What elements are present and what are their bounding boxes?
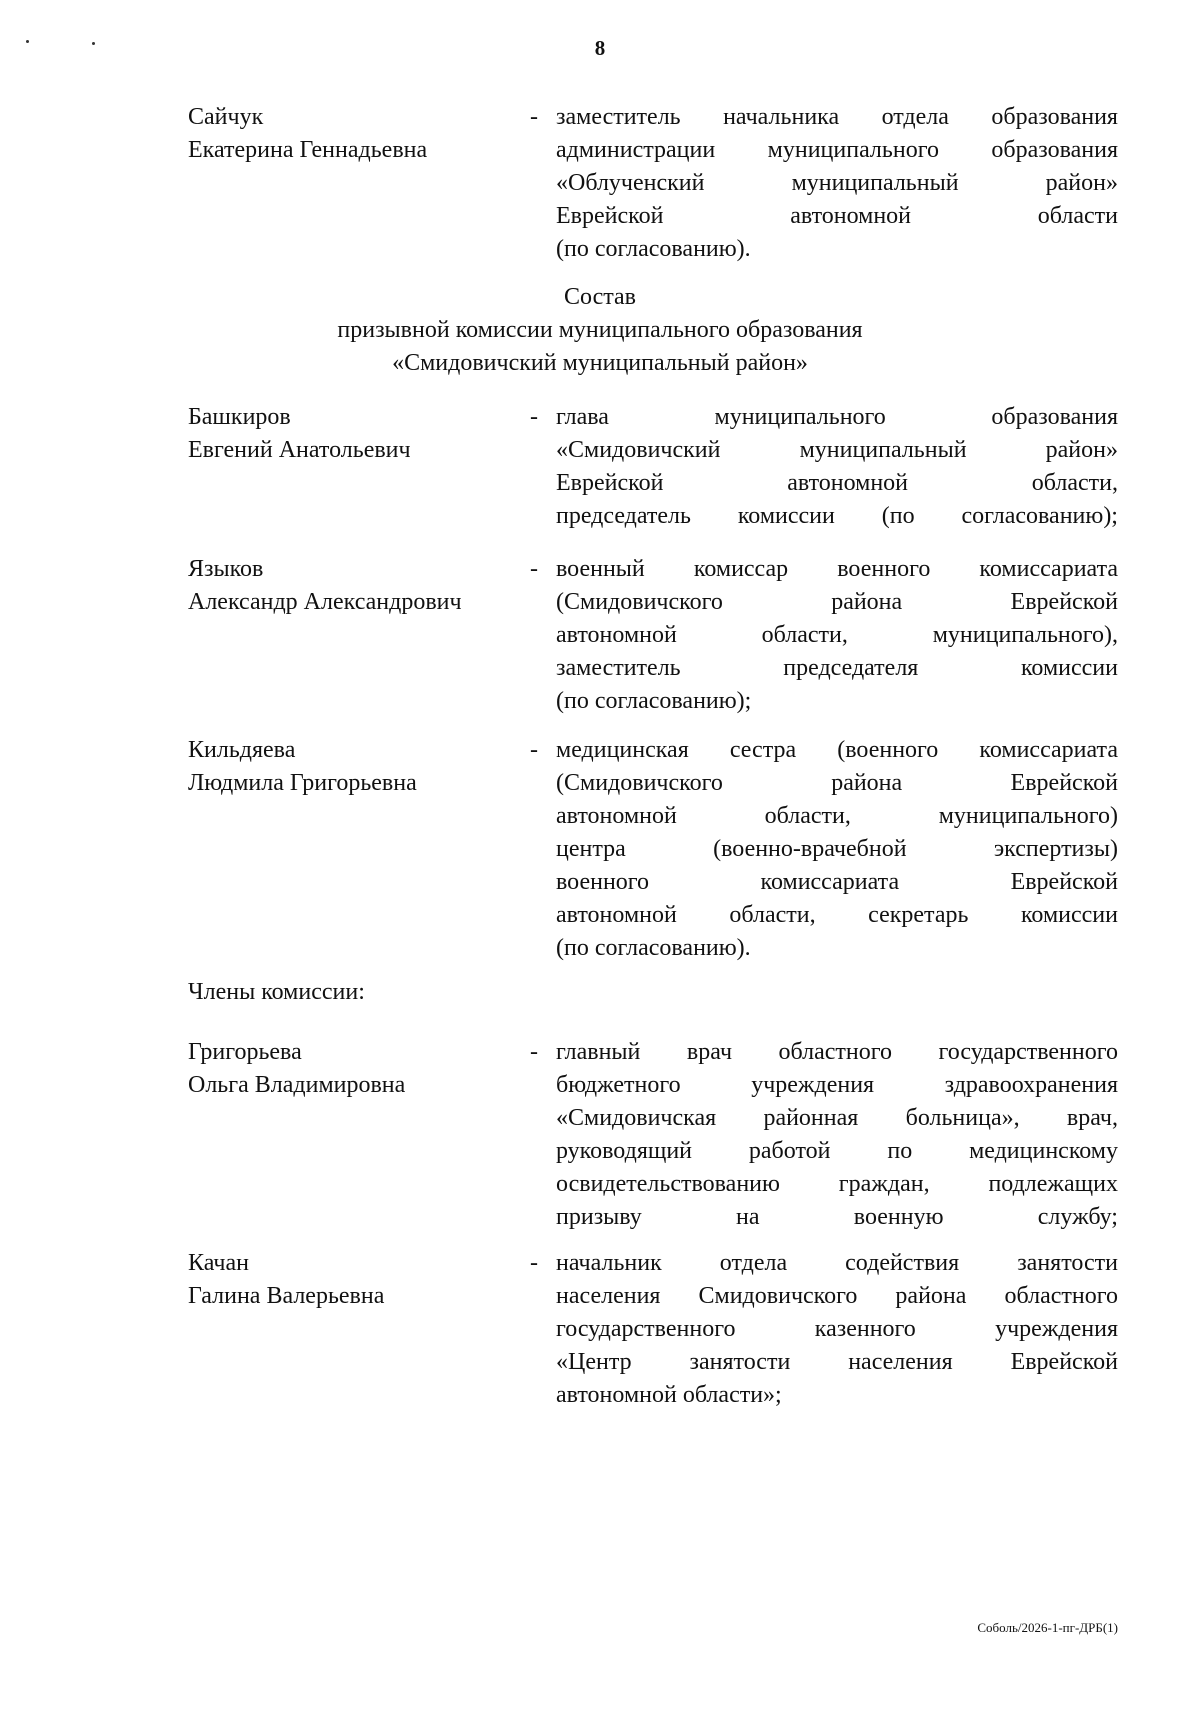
- member-role: [556, 101, 1118, 266]
- member-name: [188, 401, 508, 467]
- role-text-line: председатель комиссии (по согласованию);: [556, 503, 1118, 529]
- member-surname: Кильдяева: [188, 737, 296, 763]
- list-dash: -: [530, 104, 538, 130]
- member-given-names: Евгений Анатольевич: [188, 437, 411, 463]
- role-text-line: «Облученский муниципальный район»: [556, 170, 1118, 196]
- page-number: 8: [594, 36, 606, 60]
- role-text-line: (по согласованию);: [556, 688, 752, 714]
- list-dash: -: [530, 1039, 538, 1065]
- role-text-line: глава муниципального образования: [556, 404, 1118, 430]
- role-text-line: военный комиссар военного комиссариата: [556, 556, 1118, 582]
- document-code: Соболь/2026-1-пг-ДРБ(1): [977, 1620, 1118, 1635]
- member-given-names: Александр Александрович: [188, 589, 462, 615]
- role-text-line: автономной области, муниципального): [556, 803, 1118, 829]
- list-dash: -: [530, 737, 538, 763]
- role-text-line: освидетельствованию граждан, подлежащих: [556, 1171, 1118, 1197]
- section-heading-title: Состав: [563, 284, 637, 310]
- member-given-names: Галина Валерьевна: [188, 1283, 385, 1309]
- list-dash: -: [530, 1250, 538, 1276]
- section-heading-subtitle: призывной комиссии муниципального образования: [337, 317, 863, 343]
- member-name: [188, 101, 508, 167]
- member-role: [556, 734, 1118, 965]
- role-text-line: военного комиссариата Еврейской: [556, 869, 1118, 895]
- member-role: [556, 1247, 1118, 1412]
- member-given-names: Екатерина Геннадьевна: [188, 137, 428, 163]
- role-text-line: автономной области, секретарь комиссии: [556, 902, 1118, 928]
- role-text-line: «Смидовичская районная больница», врач,: [556, 1105, 1118, 1131]
- role-text-line: «Смидовичский муниципальный район»: [556, 437, 1118, 463]
- role-text-line: призыву на военную службу;: [556, 1204, 1118, 1230]
- member-role: [556, 401, 1118, 533]
- list-dash: -: [530, 404, 538, 430]
- role-text-line: государственного казенного учреждения: [556, 1316, 1118, 1342]
- member-surname: Языков: [188, 556, 264, 582]
- role-text-line: «Центр занятости населения Еврейской: [556, 1349, 1118, 1375]
- role-text-line: Еврейской автономной области,: [556, 470, 1118, 496]
- member-role: [556, 1036, 1118, 1234]
- member-role: [556, 553, 1118, 718]
- role-text-line: автономной области, муниципального),: [556, 622, 1118, 648]
- member-given-names: Ольга Владимировна: [188, 1072, 406, 1098]
- role-text-line: начальник отдела содействия занятости: [556, 1250, 1118, 1276]
- role-text-line: (по согласованию).: [556, 236, 751, 262]
- role-text-line: (Смидовичского района Еврейской: [556, 770, 1118, 796]
- list-dash: -: [530, 556, 538, 582]
- members-label: Члены комиссии:: [188, 979, 365, 1005]
- role-text-line: центра (военно-врачебной экспертизы): [556, 836, 1118, 862]
- role-text-line: (Смидовичского района Еврейской: [556, 589, 1118, 615]
- role-text-line: автономной области»;: [556, 1382, 782, 1408]
- member-name: [188, 553, 508, 619]
- role-text-line: бюджетного учреждения здравоохранения: [556, 1072, 1118, 1098]
- role-text-line: руководящий работой по медицинскому: [556, 1138, 1118, 1164]
- role-text-line: Еврейской автономной области: [556, 203, 1118, 229]
- role-text-line: администрации муниципального образования: [556, 137, 1118, 163]
- member-name: [188, 1036, 508, 1102]
- member-given-names: Людмила Григорьевна: [188, 770, 417, 796]
- role-text-line: медицинская сестра (военного комиссариата: [556, 737, 1118, 763]
- member-name: [188, 1247, 508, 1313]
- role-text-line: заместитель председателя комиссии: [556, 655, 1118, 681]
- section-heading-district: «Смидовичский муниципальный район»: [392, 350, 808, 376]
- member-surname: Качан: [188, 1250, 249, 1276]
- member-surname: Григорьева: [188, 1039, 302, 1065]
- member-name: [188, 734, 508, 800]
- member-surname: Сайчук: [188, 104, 264, 130]
- role-text-line: главный врач областного государственного: [556, 1039, 1118, 1065]
- role-text-line: (по согласованию).: [556, 935, 751, 961]
- section-heading: [0, 281, 1200, 380]
- member-surname: Башкиров: [188, 404, 291, 430]
- role-text-line: заместитель начальника отдела образования: [556, 104, 1118, 130]
- role-text-line: населения Смидовичского района областного: [556, 1283, 1118, 1309]
